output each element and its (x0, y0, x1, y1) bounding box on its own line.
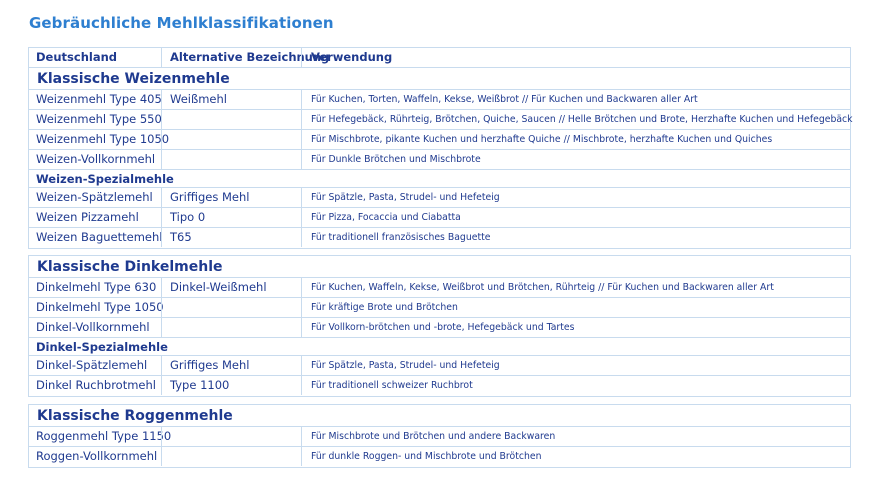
table-row (29, 90, 850, 110)
usage-text: Für traditionell schweizer Ruchbrot (301, 376, 851, 395)
flour-name: Dinkel-Spätzlemehl (36, 358, 148, 372)
usage-text: Für Kuchen, Waffeln, Kekse, Weißbrot und Brötchen, Rührteig // Für Kuchen und Backwaren aller Art (301, 278, 851, 297)
section-heading-weizen (29, 68, 850, 90)
flour-name: Weizenmehl Type 550 (36, 112, 162, 126)
alternative-name (161, 298, 301, 317)
alternative-name: Griffiges Mehl (161, 356, 301, 375)
table-row (29, 208, 850, 228)
table-row (29, 188, 850, 208)
flour-name: Dinkelmehl Type 1050 (36, 300, 164, 314)
table-row (29, 427, 850, 447)
alternative-name (161, 318, 301, 337)
section-heading-roggen (29, 405, 850, 427)
alternative-name: Type 1100 (161, 376, 301, 395)
usage-text: Für Spätzle, Pasta, Strudel- und Hefeteig (301, 356, 851, 375)
flour-name: Dinkel-Vollkornmehl (36, 320, 150, 334)
subsection-title: Dinkel-Spezialmehle (36, 340, 168, 354)
usage-text: Für Mischbrote, pikante Kuchen und herzhafte Quiche // Mischbrote, herzhafte Kuchen und Quiches (301, 130, 851, 149)
alternative-name (161, 427, 301, 446)
section-title: Klassische Weizenmehle (37, 71, 230, 87)
alternative-name (161, 130, 301, 149)
table-header-row (29, 48, 850, 68)
table-row (29, 356, 850, 376)
flour-name: Weizen-Vollkornmehl (36, 152, 156, 166)
header-verwendung: Verwendung (301, 48, 851, 67)
alternative-name: Griffiges Mehl (161, 188, 301, 207)
alternative-name (161, 110, 301, 129)
subsection-title: Weizen-Spezialmehle (36, 172, 174, 186)
alternative-name (161, 447, 301, 466)
usage-text: Für dunkle Roggen- und Mischbrote und Brötchen (301, 447, 851, 466)
usage-text: Für Pizza, Focaccia und Ciabatta (301, 208, 851, 227)
page-title: Gebräuchliche Mehlklassifikationen (29, 14, 334, 32)
usage-text: Für Dunkle Brötchen und Mischbrote (301, 150, 851, 169)
alternative-name (161, 150, 301, 169)
table-row (29, 130, 850, 150)
table-row (29, 376, 850, 396)
usage-text: Für Mischbrote und Brötchen und andere Backwaren (301, 427, 851, 446)
flour-name: Weizen-Spätzlemehl (36, 190, 153, 204)
table-row (29, 228, 850, 248)
table-row (29, 318, 850, 338)
alternative-name: Dinkel-Weißmehl (161, 278, 301, 297)
table-row (29, 110, 853, 130)
table-row (29, 278, 850, 298)
usage-text: Für traditionell französisches Baguette (301, 228, 851, 247)
flour-name: Roggenmehl Type 1150 (36, 429, 172, 443)
usage-text: Für Hefegebäck, Rührteig, Brötchen, Quiche, Saucen // Helle Brötchen und Brote, Herzhafte Kuchen und Hefegebäck (301, 110, 851, 129)
dinkel-table (28, 255, 851, 397)
header-deutschland: Deutschland (36, 50, 117, 64)
section-title: Klassische Dinkelmehle (37, 259, 223, 275)
alternative-name: Tipo 0 (161, 208, 301, 227)
flour-name: Weizen Pizzamehl (36, 210, 139, 224)
subsection-heading-dinkel-spezial (29, 338, 850, 356)
flour-name: Dinkelmehl Type 630 (36, 280, 157, 294)
flour-name: Dinkel Ruchbrotmehl (36, 378, 156, 392)
flour-name: Weizen Baguettemehl (36, 230, 163, 244)
usage-text: Für kräftige Brote und Brötchen (301, 298, 851, 317)
alternative-name: T65 (161, 228, 301, 247)
table-row (29, 447, 850, 467)
flour-name: Roggen-Vollkornmehl (36, 449, 158, 463)
roggen-table (28, 404, 851, 468)
section-heading-dinkel (29, 256, 850, 278)
weizen-table (28, 47, 851, 249)
flour-name: Weizenmehl Type 1050 (36, 132, 170, 146)
usage-text: Für Vollkorn-brötchen und -brote, Hefegebäck und Tartes (301, 318, 851, 337)
section-title: Klassische Roggenmehle (37, 408, 233, 424)
subsection-heading-weizen-spezial (29, 170, 850, 188)
table-row (29, 298, 850, 318)
usage-text: Für Spätzle, Pasta, Strudel- und Hefeteig (301, 188, 851, 207)
flour-name: Weizenmehl Type 405 (36, 92, 162, 106)
alternative-name: Weißmehl (161, 90, 301, 109)
header-alternative-bezeichnung: Alternative Bezeichnung (161, 48, 301, 67)
table-row (29, 150, 850, 170)
usage-text: Für Kuchen, Torten, Waffeln, Kekse, Weißbrot // Für Kuchen und Backwaren aller Art (301, 90, 851, 109)
